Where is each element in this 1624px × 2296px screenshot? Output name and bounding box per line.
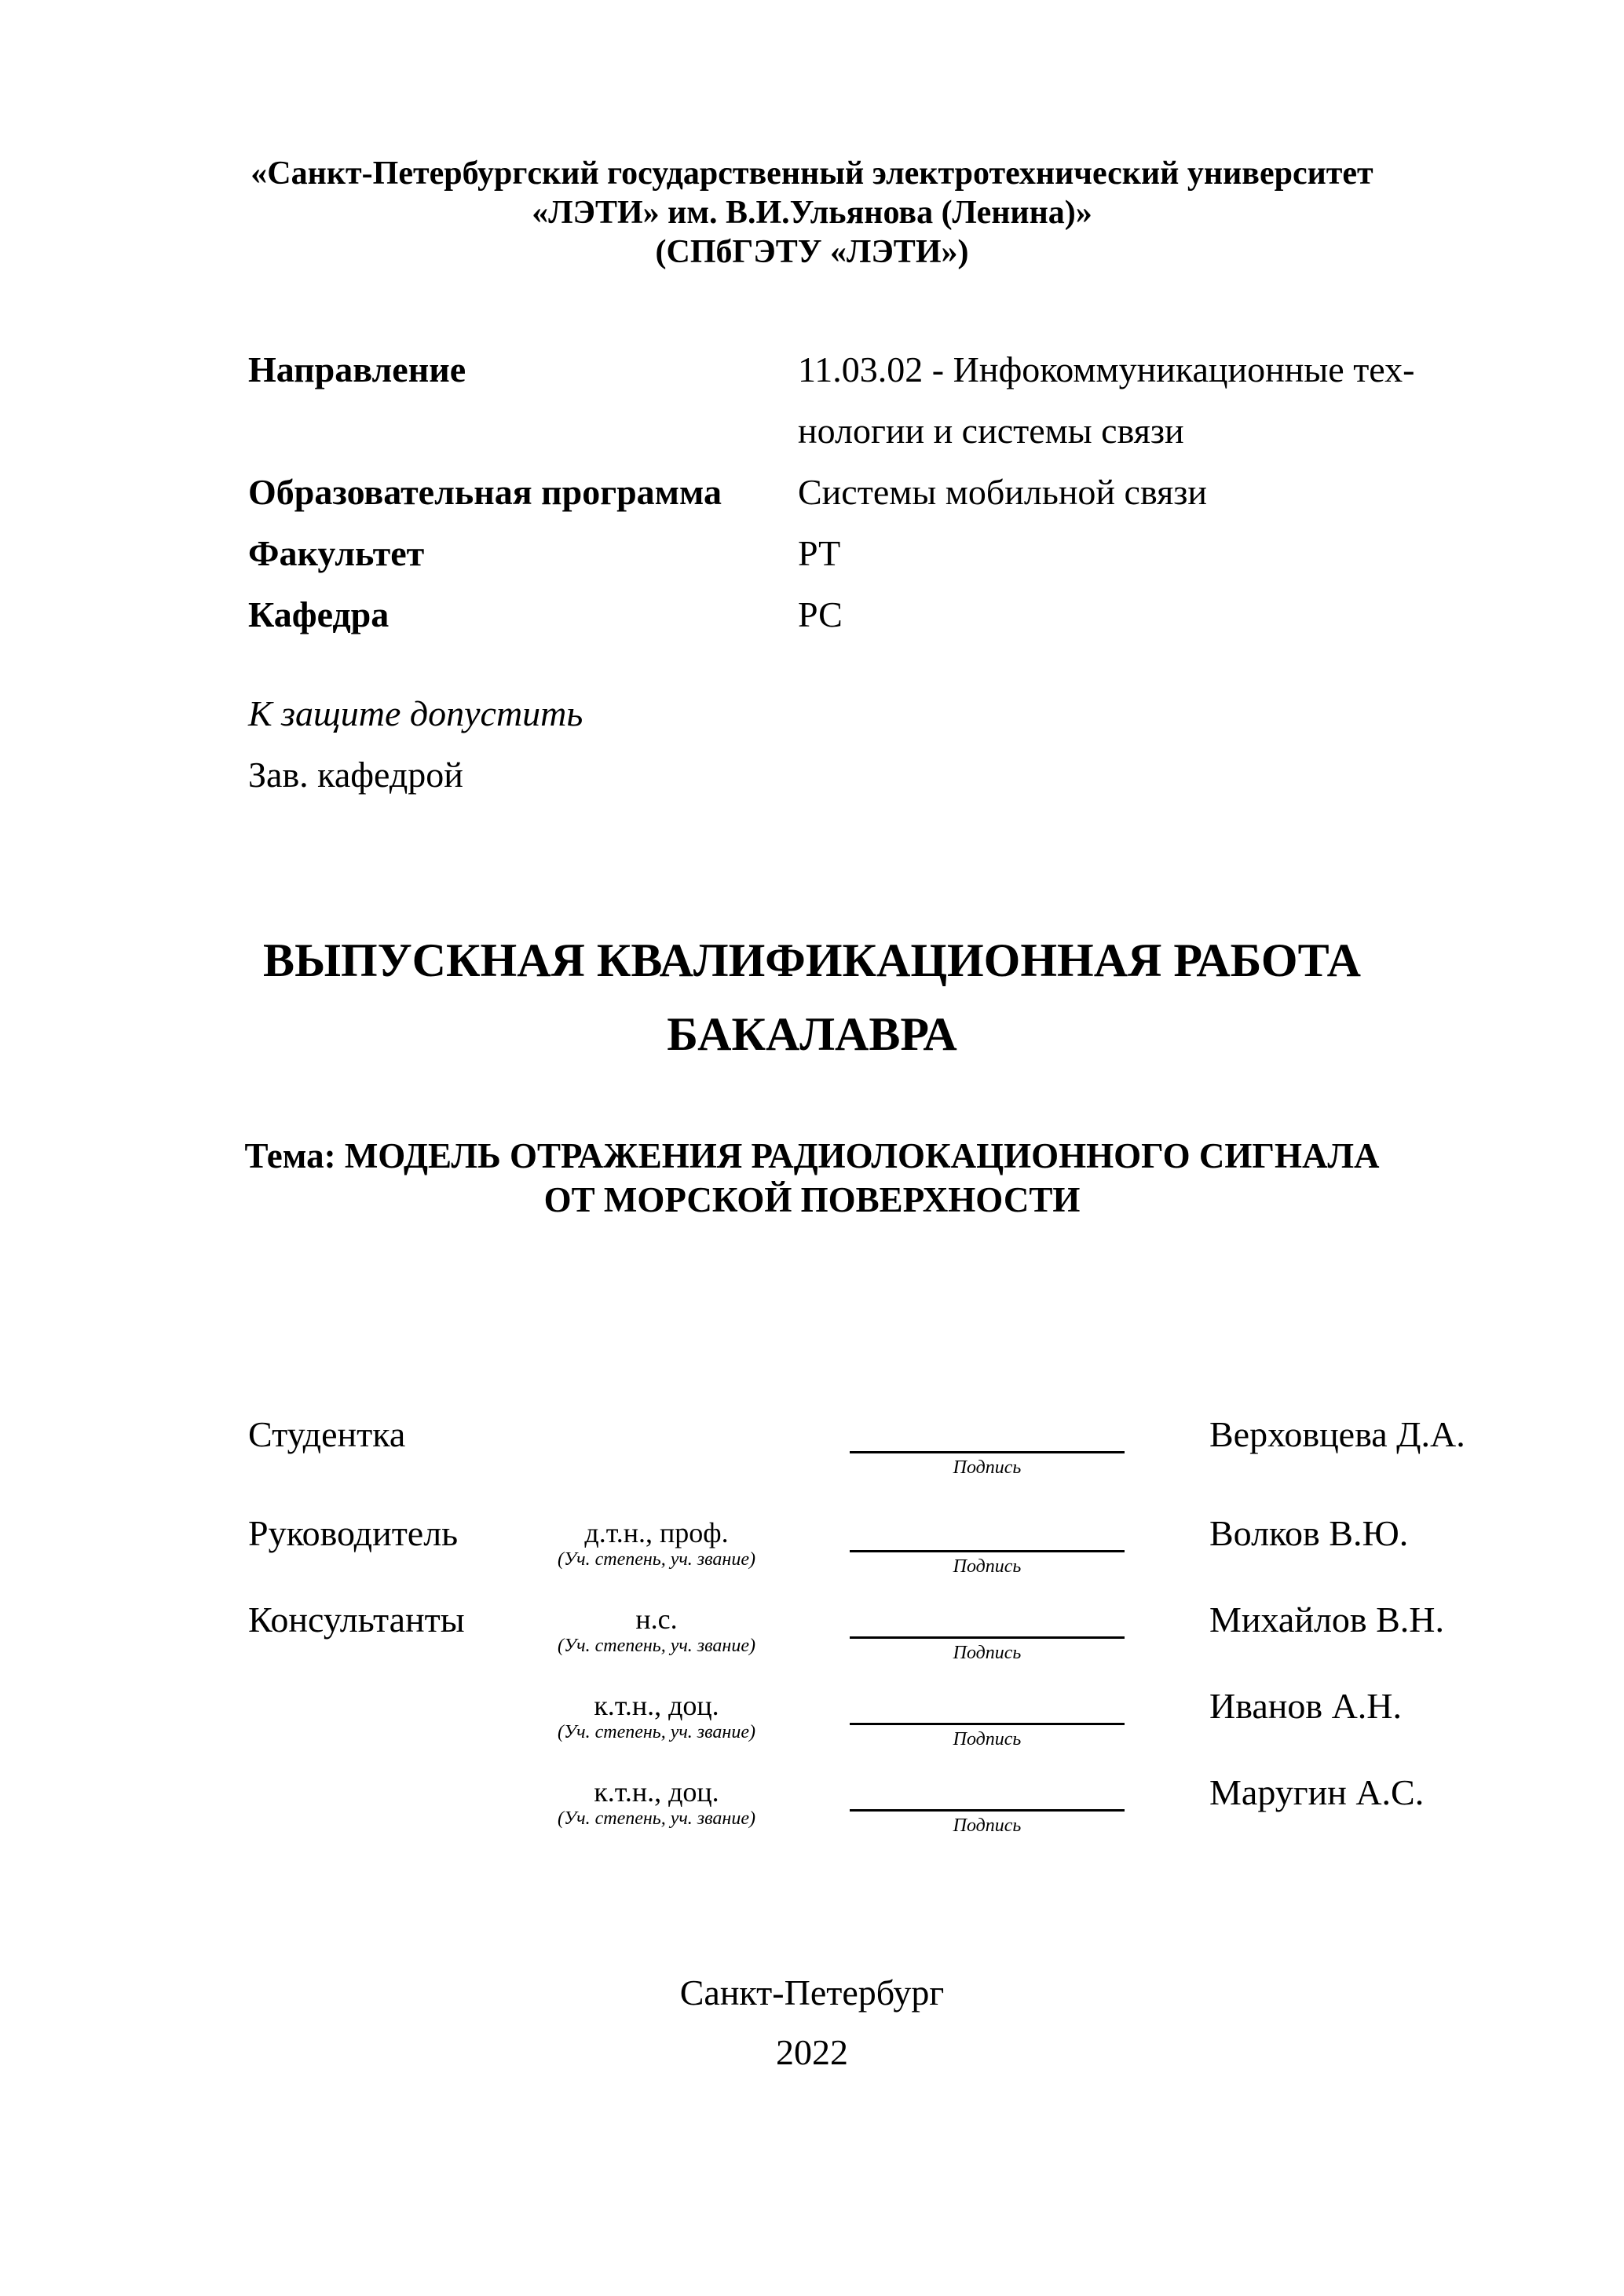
department-label: Кафедра <box>248 594 390 634</box>
signature-degree <box>539 1776 774 1830</box>
university-header <box>0 154 1624 272</box>
admission-block <box>248 683 583 806</box>
info-row-direction <box>248 339 1473 462</box>
signature-role: Студентка <box>248 1414 406 1454</box>
signature-underline <box>850 1413 1125 1453</box>
header-line-2: «ЛЭТИ» им. В.И.Ульянова (Ленина)» <box>532 195 1092 231</box>
info-row-program <box>248 462 1473 523</box>
admission-line-1: К защите допустить <box>248 693 583 733</box>
signature-row <box>248 1677 1520 1764</box>
footer-year: 2022 <box>776 2032 848 2072</box>
signature-hint: Подпись <box>953 1815 1022 1836</box>
direction-label: Направление <box>248 349 466 389</box>
signature-role: Консультанты <box>248 1600 465 1640</box>
degree-hint: (Уч. степень, уч. звание) <box>558 1636 755 1656</box>
signature-row <box>248 1764 1520 1850</box>
program-value: Системы мобильной связи <box>798 472 1208 512</box>
direction-value-line-2: нологии и системы связи <box>798 411 1184 451</box>
faculty-value: РТ <box>798 533 841 573</box>
degree-hint: (Уч. степень, уч. звание) <box>558 1722 755 1742</box>
signature-name: Волков В.Ю. <box>1209 1513 1409 1553</box>
signature-underline <box>850 1771 1125 1812</box>
signature-underline <box>850 1685 1125 1725</box>
admission-line-2: Зав. кафедрой <box>248 755 463 795</box>
header-line-3: (СПбГЭТУ «ЛЭТИ») <box>655 234 969 270</box>
title-line-2: БАКАЛАВРА <box>667 1008 957 1060</box>
program-label: Образовательная программа <box>248 472 722 512</box>
signature-degree <box>539 1517 774 1570</box>
info-row-faculty <box>248 523 1473 584</box>
footer-city: Санкт-Петербург <box>679 1972 945 2013</box>
info-table <box>248 339 1473 645</box>
topic-line-1: Тема: МОДЕЛЬ ОТРАЖЕНИЯ РАДИОЛОКАЦИОННОГО СИГНАЛА <box>244 1136 1380 1175</box>
signature-role: Руководитель <box>248 1513 459 1553</box>
signature-name: Михайлов В.Н. <box>1209 1600 1445 1640</box>
direction-value-line-1: 11.03.02 - Инфокоммуникационные тех- <box>798 349 1415 389</box>
signatures-block <box>248 1406 1520 1850</box>
footer <box>0 1963 1624 2082</box>
signature-degree <box>539 1603 774 1657</box>
department-value: РС <box>798 594 843 634</box>
signature-line <box>850 1413 1125 1479</box>
signature-name: Верховцева Д.А. <box>1209 1414 1465 1454</box>
signature-line <box>850 1512 1125 1578</box>
degree-value: д.т.н., проф. <box>584 1517 729 1548</box>
direction-value <box>798 339 1473 462</box>
info-row-department <box>248 584 1473 645</box>
signature-hint: Подпись <box>953 1729 1022 1749</box>
signature-line <box>850 1599 1125 1664</box>
header-line-1: «Санкт-Петербургский государственный электротехнический университет <box>251 155 1373 192</box>
signature-hint: Подпись <box>953 1643 1022 1663</box>
signature-line <box>850 1685 1125 1750</box>
faculty-label: Факультет <box>248 533 425 573</box>
signature-underline <box>850 1512 1125 1552</box>
signature-hint: Подпись <box>953 1556 1022 1577</box>
signature-degree <box>539 1690 774 1743</box>
signature-name: Иванов А.Н. <box>1209 1686 1403 1726</box>
degree-value: к.т.н., доц. <box>594 1690 719 1721</box>
signature-name: Маругин А.С. <box>1209 1772 1425 1812</box>
degree-value: н.с. <box>635 1603 678 1635</box>
signature-line <box>850 1771 1125 1837</box>
topic-line-2: ОТ МОРСКОЙ ПОВЕРХНОСТИ <box>543 1180 1081 1219</box>
degree-hint: (Уч. степень, уч. звание) <box>558 1549 755 1570</box>
degree-value: к.т.н., доц. <box>594 1776 719 1808</box>
degree-hint: (Уч. степень, уч. звание) <box>558 1808 755 1829</box>
signature-row <box>248 1504 1520 1591</box>
signature-row <box>248 1406 1520 1504</box>
signature-hint: Подпись <box>953 1457 1022 1478</box>
signature-underline <box>850 1599 1125 1639</box>
document-title <box>0 923 1624 1071</box>
thesis-topic <box>0 1134 1624 1222</box>
signature-row <box>248 1591 1520 1677</box>
title-line-1: ВЫПУСКНАЯ КВАЛИФИКАЦИОННАЯ РАБОТА <box>263 934 1361 986</box>
